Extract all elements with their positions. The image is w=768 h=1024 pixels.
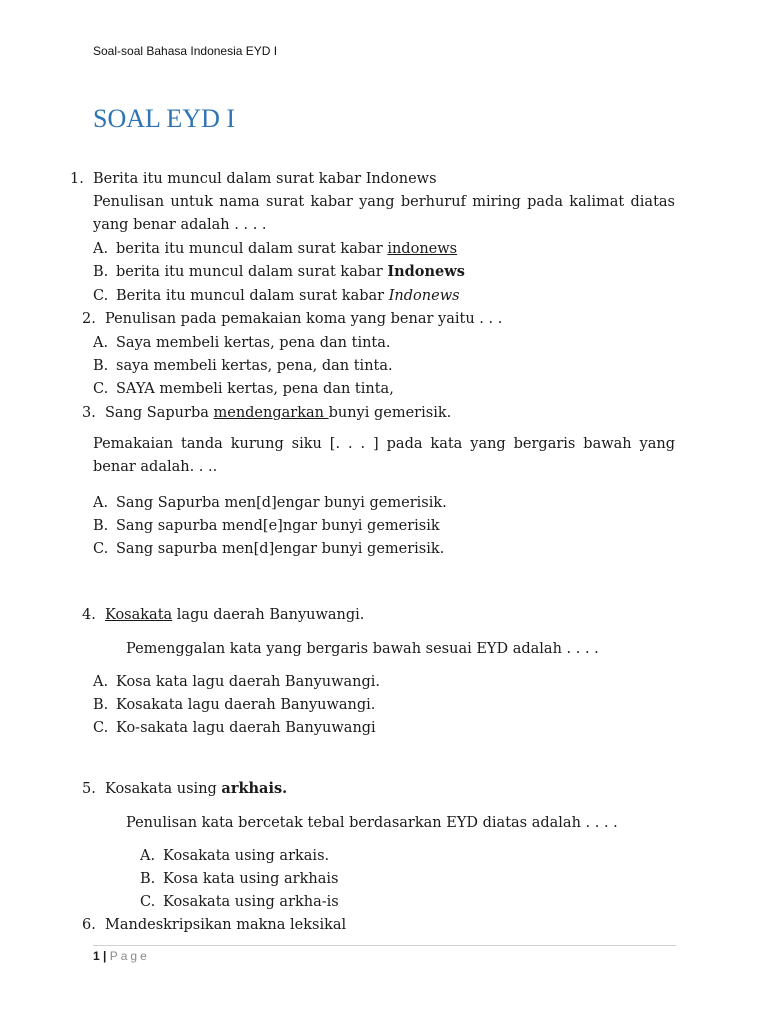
q5-option-b: Kosa kata using arkhais xyxy=(163,871,339,887)
q3-text: Sang Sapurba mendengarkan bunyi gemerisik. xyxy=(105,405,452,421)
q5-option-label: A. xyxy=(140,848,156,864)
q4-text: Kosakata lagu daerah Banyuwangi. xyxy=(105,607,365,623)
q5-option-c: Kosakata using arkha-is xyxy=(163,894,339,910)
q3-underlined-word: mendengarkan xyxy=(213,405,329,421)
q2-option-label: A. xyxy=(93,335,109,351)
q1-option-a-emphasis: indonews xyxy=(387,241,458,257)
q2-option-b: saya membeli kertas, pena, dan tinta. xyxy=(116,358,393,374)
q4-option-b: Kosakata lagu daerah Banyuwangi. xyxy=(116,697,376,713)
q3-number: 3. xyxy=(82,405,96,421)
page-header: Soal-soal Bahasa Indonesia EYD I xyxy=(93,44,278,58)
q5-bold-word: arkhais. xyxy=(221,780,288,797)
q3-instruction: Pemakaian tanda kurung siku [. . . ] pada kata yang bergaris bawah yang benar adalah. . .. xyxy=(93,436,675,475)
q1-option-a: berita itu muncul dalam surat kabar indonews xyxy=(116,241,458,257)
q1-option-label: A. xyxy=(93,241,109,257)
page-title: SOAL EYD I xyxy=(93,104,236,133)
q1-option-c-emphasis: Indonews xyxy=(388,288,460,304)
q4-instruction: Pemenggalan kata yang bergaris bawah sesuai EYD adalah . . . . xyxy=(126,641,599,657)
q4-option-label: A. xyxy=(93,674,109,690)
q4-underlined-word: Kosakata xyxy=(105,607,173,623)
q5-option-label: C. xyxy=(140,894,156,910)
q1-option-c: Berita itu muncul dalam surat kabar Indonews xyxy=(116,288,460,304)
q2-option-a: Saya membeli kertas, pena dan tinta. xyxy=(116,335,391,351)
q1-option-label: B. xyxy=(93,264,109,280)
q2-option-c: SAYA membeli kertas, pena dan tinta, xyxy=(116,381,394,397)
q5-number: 5. xyxy=(82,781,96,797)
q1-option-b-emphasis: Indonews xyxy=(387,263,465,280)
q1-text: Berita itu muncul dalam surat kabar Indonews xyxy=(93,171,437,187)
q2-option-label: B. xyxy=(93,358,109,374)
q2-option-label: C. xyxy=(93,381,109,397)
footer-divider xyxy=(93,945,676,946)
q2-number: 2. xyxy=(82,311,96,327)
page-word: Page xyxy=(109,949,150,963)
q4-option-a: Kosa kata lagu daerah Banyuwangi. xyxy=(116,674,381,690)
q3-option-c: Sang sapurba men[d]engar bunyi gemerisik. xyxy=(116,541,445,557)
q6-text: Mandeskripsikan makna leksikal xyxy=(105,917,347,933)
q3-option-label: C. xyxy=(93,541,109,557)
q5-option-label: B. xyxy=(140,871,156,887)
q6-number: 6. xyxy=(82,917,96,933)
q5-option-a: Kosakata using arkais. xyxy=(163,848,330,864)
q4-option-label: B. xyxy=(93,697,109,713)
q1-instruction: Penulisan untuk nama surat kabar yang berhuruf miring pada kalimat diatas yang benar adalah . . . . xyxy=(93,194,675,233)
q4-number: 4. xyxy=(82,607,96,623)
q1-option-label: C. xyxy=(93,288,109,304)
q1-number: 1. xyxy=(70,171,84,187)
q4-option-label: C. xyxy=(93,720,109,736)
q5-text: Kosakata using arkhais. xyxy=(105,780,288,797)
q3-option-label: A. xyxy=(93,495,109,511)
page-number: 1 xyxy=(93,949,100,963)
page-separator: | xyxy=(103,949,107,963)
q5-instruction: Penulisan kata bercetak tebal berdasarkan EYD diatas adalah . . . . xyxy=(126,815,618,831)
q4-option-c: Ko-sakata lagu daerah Banyuwangi xyxy=(116,720,376,736)
q3-option-b: Sang sapurba mend[e]ngar bunyi gemerisik xyxy=(116,518,440,534)
q2-text: Penulisan pada pemakaian koma yang benar yaitu . . . xyxy=(105,311,503,327)
q3-option-label: B. xyxy=(93,518,109,534)
q3-option-a: Sang Sapurba men[d]engar bunyi gemerisik. xyxy=(116,495,447,511)
q1-option-b: berita itu muncul dalam surat kabar Indonews xyxy=(116,263,465,280)
page-footer xyxy=(93,949,150,963)
